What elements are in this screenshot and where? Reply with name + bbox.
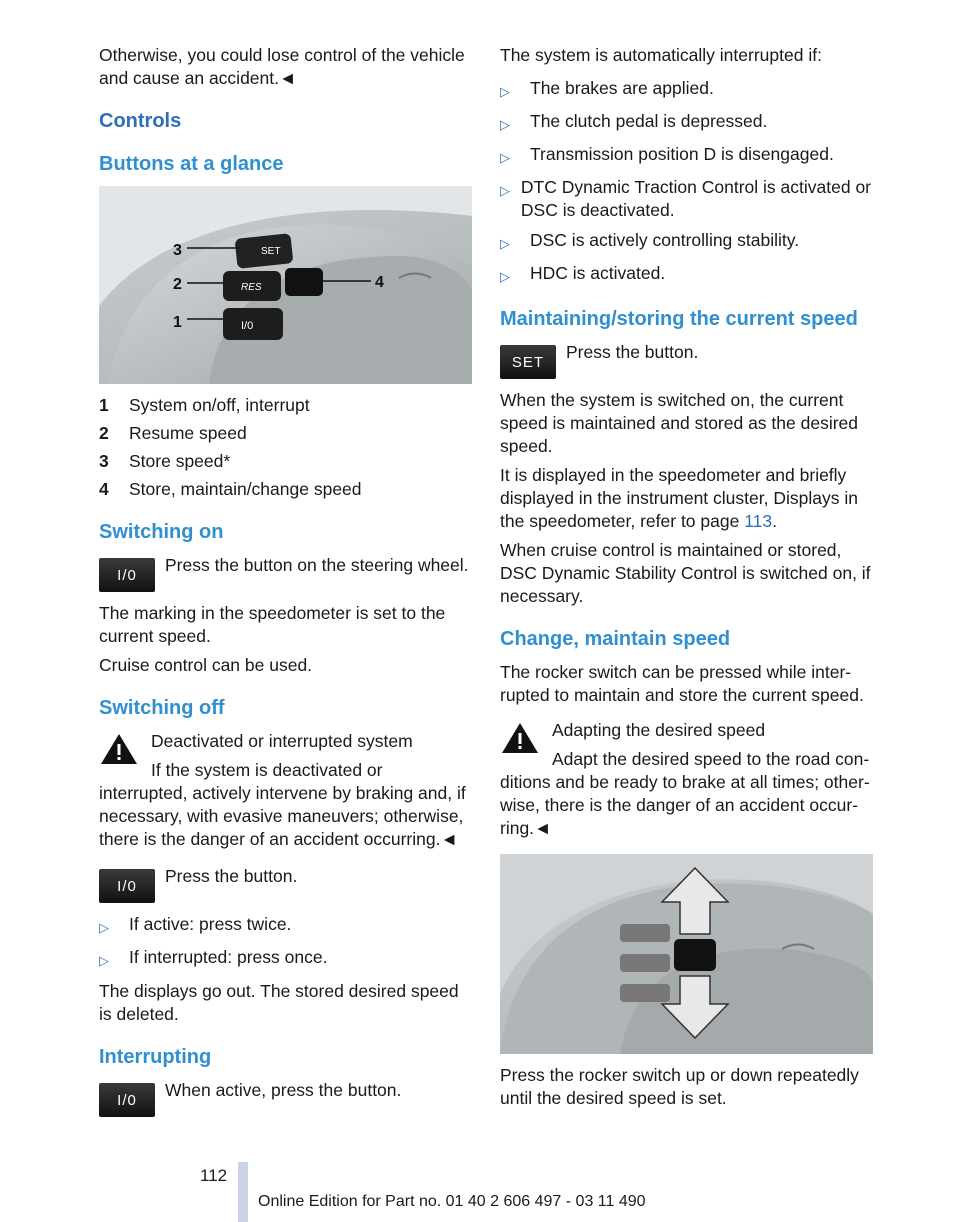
switching-on-p1: The marking in the speedometer is set to the current speed. (99, 603, 446, 646)
maintaining-p1: When the system is switched on, the current speed is maintained and stored as the desired speed. (500, 390, 859, 456)
callout-1: 1 (173, 314, 182, 331)
warning-note (500, 719, 875, 840)
warning-title: Deactivated or interrupted system (151, 731, 413, 751)
list-item: ▷ DTC Dynamic Traction Control is activated or DSC is deactivated. (500, 177, 872, 220)
callout-2: 2 (173, 276, 182, 293)
steering-wheel-buttons-photo (99, 186, 472, 384)
interrupting-text: When active, press the button. (165, 1080, 402, 1100)
callout-4: 4 (375, 274, 384, 291)
maintaining-btn-text: Press the button. (566, 342, 699, 362)
switching-on-text: Press the button on the steering wheel. (165, 555, 469, 575)
io-button-icon: I/0 (99, 869, 155, 903)
maintaining-row (500, 341, 875, 379)
auto-intro: The system is automatically interrupted if: (500, 45, 822, 65)
warning-title: Adapting the desired speed (552, 720, 766, 740)
warning-text: Adapt the desired speed to the road con-ditions and be ready to brake at all times; other-wise, there is the danger of an accident occur-ring.◄ (500, 749, 870, 838)
footer-edition: Online Edition for Part no. 01 40 2 606 497 - 03 11 490 (258, 1193, 646, 1210)
rocker-switch-illustration (500, 854, 873, 1054)
page-link[interactable]: 113 (744, 511, 773, 531)
maintaining-heading: Maintaining/storing the current speed (500, 308, 858, 330)
set-label: SET (261, 246, 281, 257)
warning-note (99, 730, 474, 851)
intro-text: Otherwise, you could lose control of the vehicle and cause an accident.◄ (99, 45, 465, 88)
list-item: ▷ DSC is actively controlling stability. (500, 230, 800, 251)
auto-bullets (500, 77, 875, 288)
switching-off-row (99, 865, 474, 903)
switching-on-row (99, 554, 474, 592)
maintaining-p2: It is displayed in the speedometer and briefly displayed in the instrument cluster, Displays in the speedometer, refer to page 113. (500, 465, 858, 531)
list-item: ▷ The brakes are applied. (500, 78, 714, 99)
button-legend (99, 394, 474, 501)
warning-icon (99, 732, 139, 766)
res-label: RES (241, 282, 262, 293)
switching-on-p2: Cruise control can be used. (99, 655, 313, 675)
footer-bar (238, 1162, 248, 1222)
warning-text: If the system is deactivated or interrupted, actively intervene by braking and, if necessary, with evasive maneuvers; otherwise, there is the danger of an accident occurring.◄ (99, 760, 466, 849)
switching-off-text: Press the button. (165, 866, 298, 886)
switching-off-p: The displays go out. The stored desired speed is deleted. (99, 981, 459, 1024)
list-item: ▷ The clutch pedal is depressed. (500, 111, 768, 132)
legend-item: 4 Store, maintain/change speed (99, 479, 362, 499)
switching-off-bullets (99, 913, 474, 972)
legend-item: 1 System on/off, interrupt (99, 395, 310, 415)
io-button-icon: I/0 (99, 558, 155, 592)
switching-off-heading: Switching off (99, 697, 225, 719)
right-column (500, 44, 875, 1116)
interrupting-row (99, 1079, 474, 1117)
legend-item: 3 Store speed* (99, 451, 231, 471)
final-p: Press the rocker switch up or down repeatedly until the desired speed is set. (500, 1065, 859, 1108)
controls-heading: Controls (99, 110, 182, 132)
side-title (0, 0, 60, 340)
rocker-switch-photo (500, 854, 873, 1054)
callout-3: 3 (173, 242, 182, 259)
buttons-heading: Buttons at a glance (99, 153, 284, 175)
list-item: ▷ If active: press twice. (99, 914, 292, 935)
maintaining-p3: When cruise control is maintained or stored, DSC Dynamic Stability Control is switched on, if necessary. (500, 540, 871, 606)
list-item: ▷ Transmission position D is disengaged. (500, 144, 834, 165)
io-button-icon: I/0 (99, 1083, 155, 1117)
change-heading: Change, maintain speed (500, 628, 731, 650)
warning-icon (500, 721, 540, 755)
change-p: The rocker switch can be pressed while inter-rupted to maintain and store the current speed. (500, 662, 864, 705)
io-label: I/0 (241, 320, 254, 332)
left-column (99, 44, 474, 1127)
switching-on-heading: Switching on (99, 521, 224, 543)
steering-wheel-illustration (99, 186, 472, 384)
legend-item: 2 Resume speed (99, 423, 247, 443)
list-item: ▷ If interrupted: press once. (99, 947, 328, 968)
set-button-icon: SET (500, 345, 556, 379)
list-item: ▷ HDC is activated. (500, 263, 666, 284)
page-number: 112 (200, 1166, 228, 1185)
interrupting-heading: Interrupting (99, 1046, 212, 1068)
